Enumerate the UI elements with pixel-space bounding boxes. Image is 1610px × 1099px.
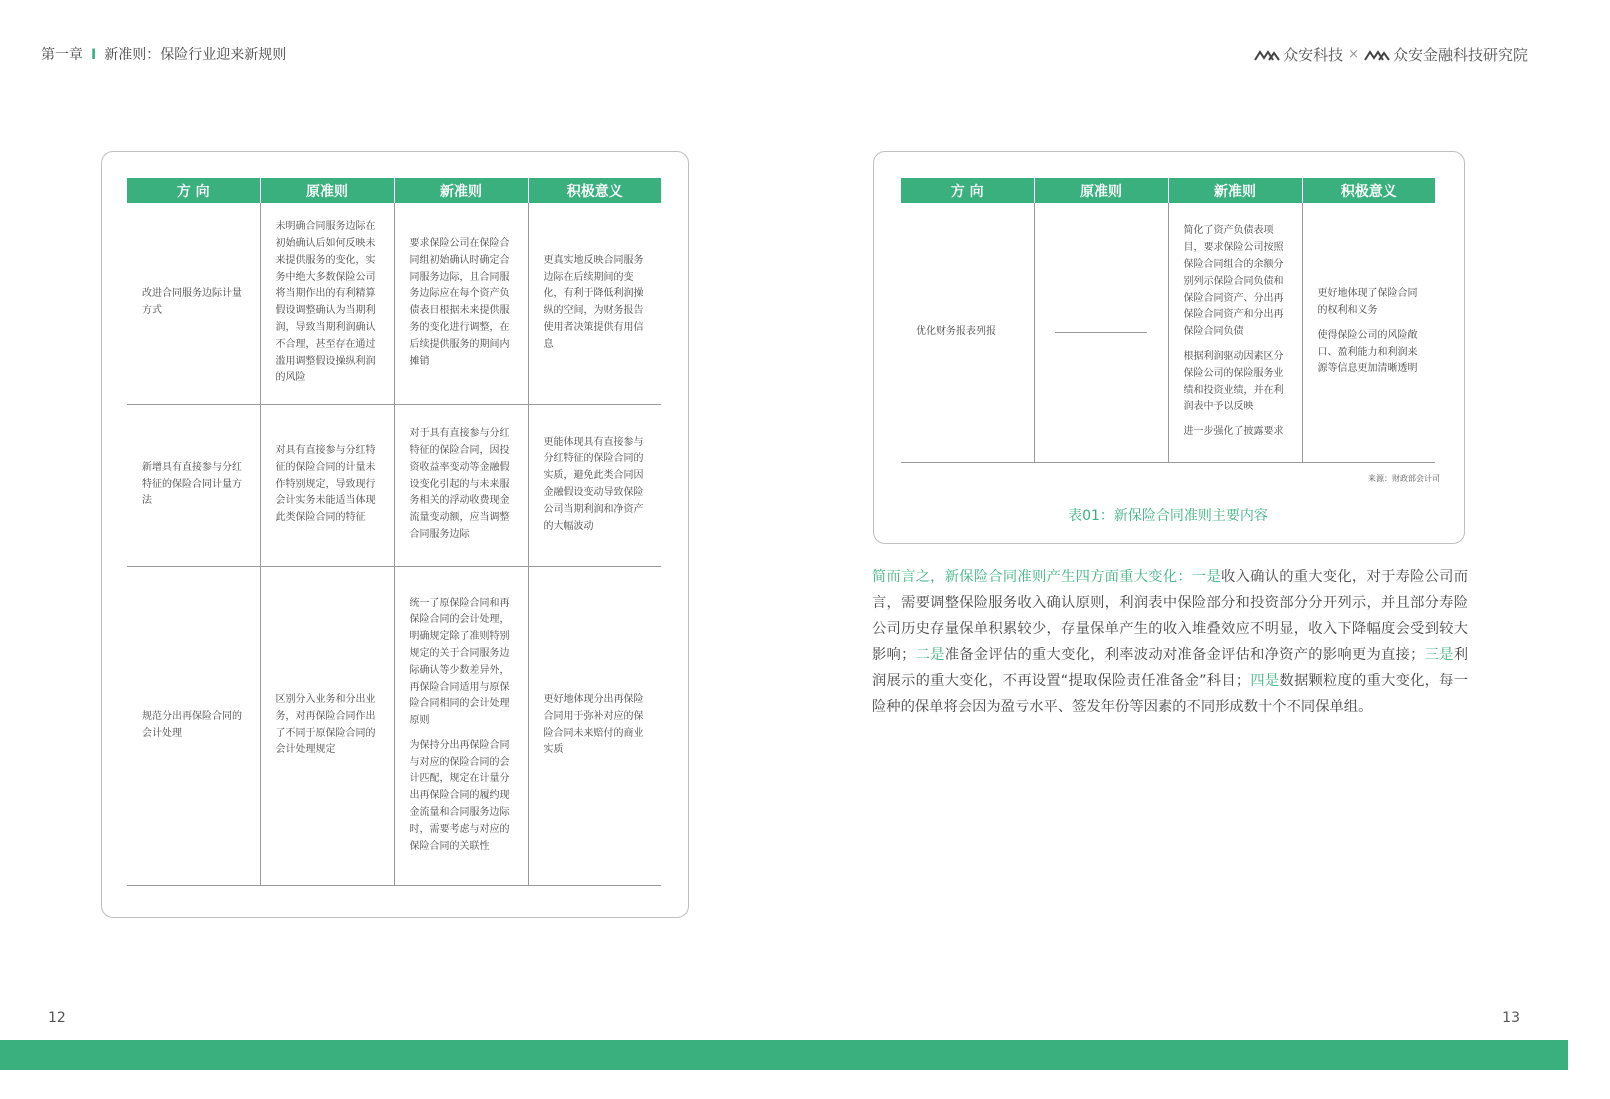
header-significance: 积极意义 (1302, 178, 1435, 203)
chapter-title: 新准则：保险行业迎来新规则 (104, 47, 287, 63)
new-text: 根据利润驱动因素区分保险公司的保险服务业绩和投资业绩，并在利润表中予以反映 (1183, 351, 1284, 413)
cell-old (1034, 203, 1168, 462)
brand-separator: × (1348, 47, 1359, 62)
point-3-text: 利润展示的重大变化，不再设置“提取保险责任准备金”科目； (872, 647, 1469, 689)
chapter-number: 第一章 (41, 47, 83, 63)
header-direction: 方 向 (127, 178, 260, 203)
meaning-text: 更真实地反映合同服务边际在后续期间的变化，有利于降低利润操纵的空间，为财务报告使用者决策提供有用信息 (543, 254, 644, 350)
table-header-row (901, 178, 1435, 203)
table-row (127, 404, 661, 566)
new-text: 对于具有直接参与分红特征的保险合同，因投资收益率变动等金融假设变化引起的与未来服务相关的浮动收费现金流量变动额，应当调整合同服务边际 (409, 428, 510, 540)
meaning-text: 更能体现具有直接参与分红特征的保险合同的实质，避免此类合同因金融假设变动导致保险公司当期利润和净资产的大幅波动 (543, 436, 644, 532)
table-source: 来源：财政部会计司 (1368, 474, 1440, 483)
cell-new (394, 404, 528, 566)
empty-dash (1055, 332, 1147, 333)
brand-name-2: 众安金融科技研究院 (1392, 46, 1528, 64)
header-old-standard: 原准则 (260, 178, 394, 203)
cell-direction (127, 203, 260, 404)
old-text: 对具有直接参与分红特征的保险合同的计量未作特别规定，导致现行会计实务未能适当体现此类保险合同的特征 (275, 445, 376, 524)
page-number-right: 13 (1502, 1010, 1520, 1026)
zhongan-logo-icon (1364, 48, 1390, 62)
point-4-highlight: 四是 (1250, 673, 1280, 689)
direction-text: 优化财务报表列报 (916, 325, 996, 337)
new-text: 要求保险公司在保险合同组初始确认时确定合同服务边际，且合同服务边际应在每个资产负债表日根据未来提供服务的变化进行调整，在后续提供服务的期间内摊销 (409, 238, 510, 367)
table-caption: 表01：新保险合同准则主要内容 (1068, 508, 1268, 524)
cell-meaning (528, 404, 661, 566)
direction-text: 改进合同服务边际计量方式 (142, 288, 242, 317)
zhongan-logo-icon (1254, 48, 1280, 62)
meaning-text: 更好地体现了保险合同的权利和义务 (1317, 288, 1418, 317)
old-text: 区别分入业务和分出业务，对再保险合同作出了不同于原保险合同的会计处理规定 (275, 693, 376, 756)
header-significance: 积极意义 (528, 178, 661, 203)
chapter-header (41, 44, 286, 64)
cell-new (394, 203, 528, 404)
separator-bar: I (91, 47, 97, 63)
cell-meaning (528, 566, 661, 885)
header-new-standard: 新准则 (1168, 178, 1302, 203)
brand-name-1: 众安科技 (1283, 46, 1344, 64)
direction-text: 规范分出再保险合同的会计处理 (142, 710, 242, 739)
brand-logos (1254, 44, 1528, 65)
point-2-highlight: 二是 (915, 647, 945, 663)
cell-meaning (1302, 203, 1435, 462)
header-new-standard: 新准则 (394, 178, 528, 203)
table-row (127, 566, 661, 885)
lead-highlight: 简而言之，新保险合同准则产生四方面重大变化：一是 (872, 569, 1222, 585)
new-text: 简化了资产负债表项目，要求保险公司按照保险合同组合的余额分别列示保险合同负债和保险合同资产、分出再保险合同资产和分出再保险合同负债 (1183, 225, 1284, 338)
point-4-text: 数据颗粒度的重大变化，每一险种的保单将会因为盈亏水平、签发年份等因素的不同形成数十个不同保单组。 (872, 673, 1469, 715)
page-number-left: 12 (48, 1010, 66, 1026)
meaning-text: 使得保险公司的风险敞口、盈利能力和利润来源等信息更加清晰透明 (1317, 329, 1418, 375)
old-text: 未明确合同服务边际在初始确认后如何反映未来提供服务的变化，实务中绝大多数保险公司将当期作出的有利精算假设调整确认为当期利润，导致当期利润确认不合理，甚至存在通过滥用调整假设操纵利润的风险 (275, 221, 376, 384)
point-2-text: 准备金评估的重大变化，利率波动对准备金评估和净资产的影响更为直接； (944, 647, 1425, 663)
cell-old (260, 404, 394, 566)
cell-old (260, 566, 394, 885)
cell-old (260, 203, 394, 404)
header-direction: 方 向 (901, 178, 1034, 203)
cell-new (1168, 203, 1302, 462)
cell-new (394, 566, 528, 885)
header-old-standard: 原准则 (1034, 178, 1168, 203)
table-header-row (127, 178, 661, 203)
cell-direction (127, 566, 260, 885)
summary-paragraph (872, 564, 1468, 720)
point-3-highlight: 三是 (1424, 647, 1454, 663)
new-text: 统一了原保险合同和再保险合同的会计处理，明确规定除了准则特别规定的关于合同服务边际确认等少数差异外，再保险合同适用与原保险合同相同的会计处理原则 (409, 597, 510, 727)
cell-direction (127, 404, 260, 566)
direction-text: 新增具有直接参与分红特征的保险合同计量方法 (142, 461, 242, 507)
cell-direction (901, 203, 1034, 462)
footer-bar (0, 1040, 1568, 1070)
meaning-text: 更好地体现分出再保险合同用于弥补对应的保险合同未来赔付的商业实质 (543, 693, 644, 756)
comparison-table-left (127, 178, 661, 886)
cell-meaning (528, 203, 661, 404)
point-1-text: 收入确认的重大变化，对于寿险公司而言，需要调整保险服务收入确认原则，利润表中保险部分和投资部分分开列示，并且部分寿险公司历史存量保单积累较少，存量保单产生的收入堆叠效应不明显，收入下降幅度会受到较大影响； (872, 569, 1469, 663)
table-row (127, 203, 661, 404)
new-text: 进一步强化了披露要求 (1183, 426, 1284, 438)
new-text: 为保持分出再保险合同与对应的保险合同的会计匹配，规定在计量分出再保险合同的履约现金流量和合同服务边际时，需要考虑与对应的保险合同的关联性 (409, 739, 510, 852)
table-row (901, 203, 1435, 462)
comparison-table-right (901, 178, 1435, 463)
